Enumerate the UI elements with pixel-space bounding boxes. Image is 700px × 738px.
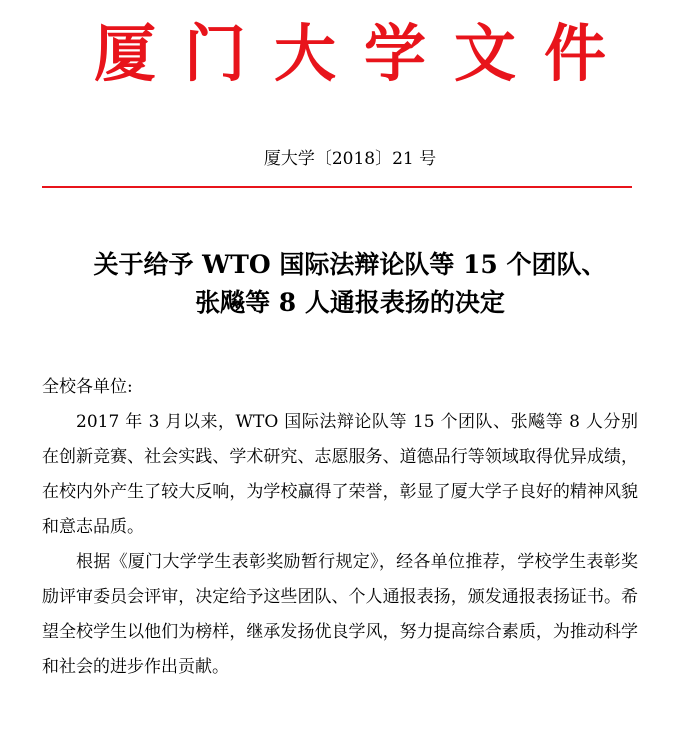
document-number: 厦大学〔2018〕21 号	[263, 149, 437, 169]
header-char: 学	[364, 17, 427, 90]
salutation: 全校各单位:	[42, 377, 133, 397]
document-header-title	[0, 14, 700, 94]
header-char: 厦	[93, 17, 156, 90]
header-char: 大	[273, 17, 336, 90]
title-line-1: 关于给予 WTO 国际法辩论队等 15 个团队、	[93, 250, 607, 279]
header-char: 件	[544, 17, 607, 90]
document-body	[42, 370, 638, 685]
title-line-2: 张飚等 8 人通报表扬的决定	[195, 288, 505, 317]
document-title	[0, 246, 700, 322]
header-divider	[42, 186, 632, 188]
body-paragraph-1: 2017 年 3 月以来，WTO 国际法辩论队等 15 个团队、张飚等 8 人分别在创新竞赛、社会实践、学术研究、志愿服务、道德品行等领域取得优异成绩，在校内外产生了较大反响，为学校赢得了荣誉，彰显了厦大学子良好的精神风貌和意志品质。	[42, 412, 638, 537]
header-char: 门	[183, 17, 246, 90]
header-char: 文	[454, 17, 517, 90]
body-paragraph-2: 根据《厦门大学学生表彰奖励暂行规定》，经各单位推荐，学校学生表彰奖励评审委员会评审，决定给予这些团队、个人通报表扬，颁发通报表扬证书。希望全校学生以他们为榜样，继承发扬优良学风，努力提高综合素质，为推动科学和社会的进步作出贡献。	[42, 552, 638, 677]
